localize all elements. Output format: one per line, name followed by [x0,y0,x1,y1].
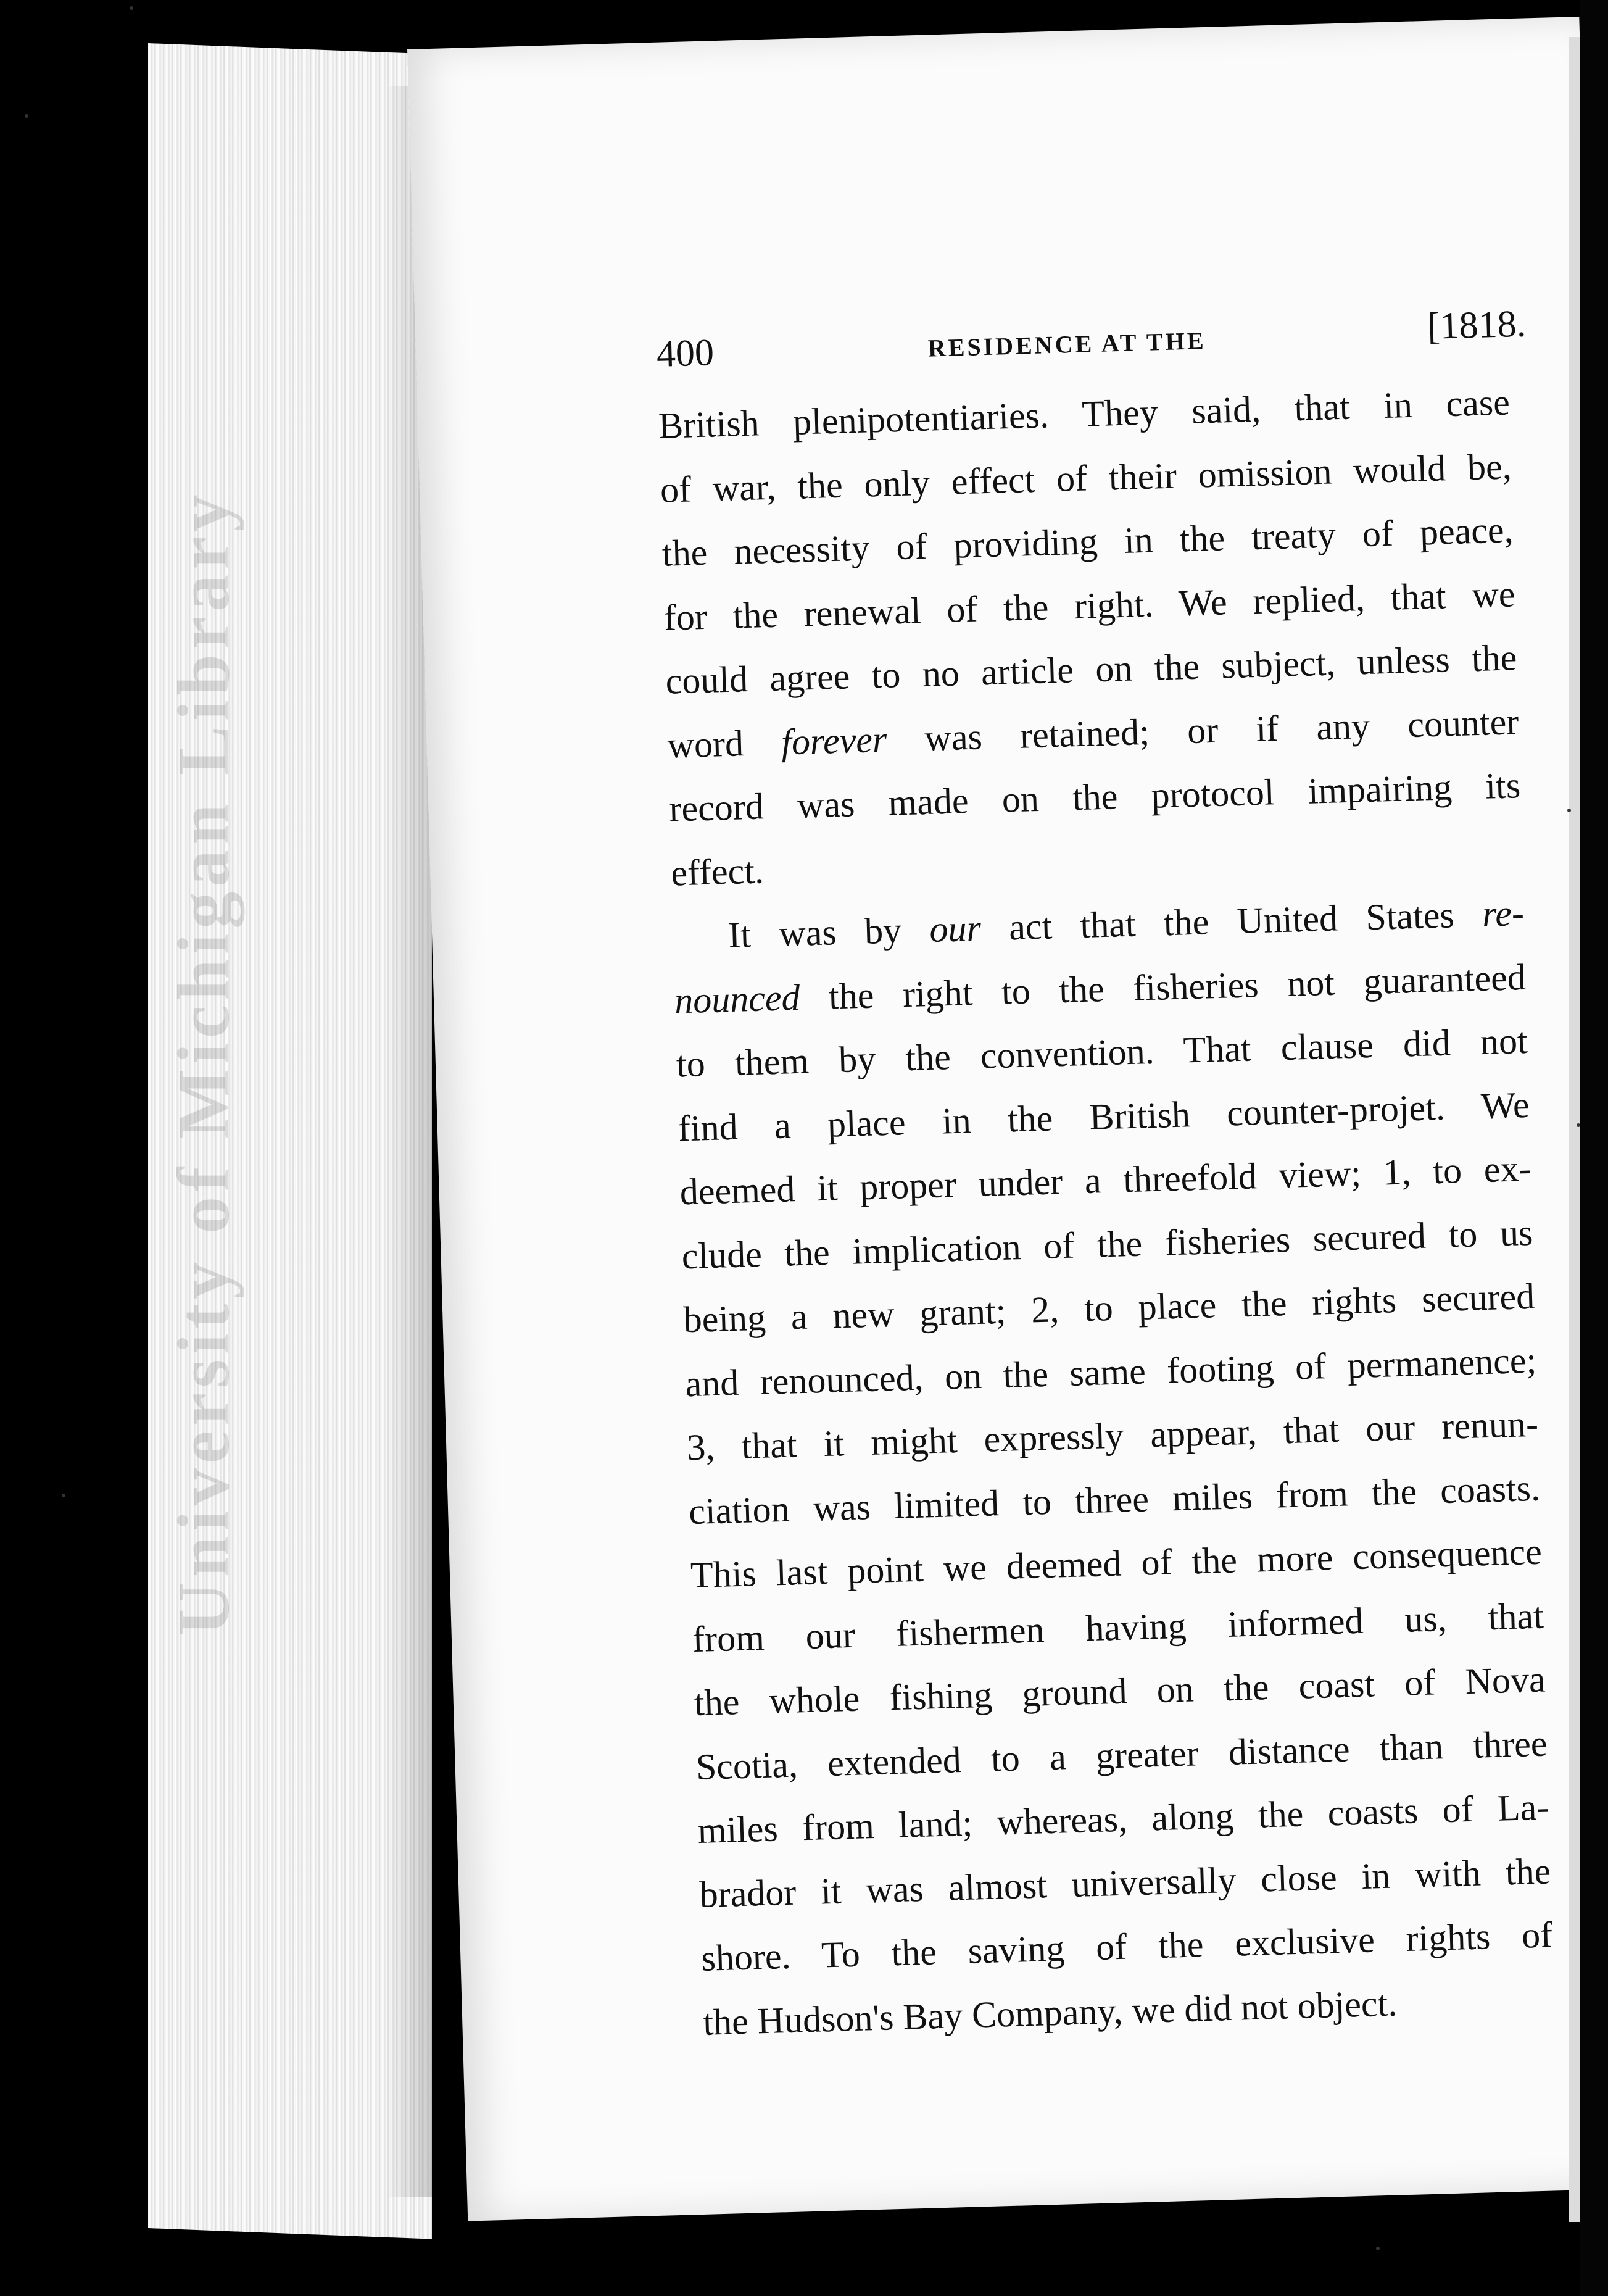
text-line: clude the implication of the fisheries secured to us [681,1212,1534,1276]
text-line: word forever was retained; or if any counter [666,701,1520,766]
text-line: deemed it proper under a threefold view; 1, to ex- [679,1147,1532,1213]
italic-word: re- [1482,892,1525,934]
text-line: for the renewal of the right. We replied, that we [663,573,1516,638]
text-line: British plenipotentiaries. They said, that in case [658,381,1511,446]
text-line: ciation was limited to three miles from the coasts. [688,1467,1541,1532]
running-head: RESIDENCE AT THE [927,327,1207,362]
year-marker: [1818. [1427,302,1527,348]
text-line: the Hudson's Bay Company, we did not object. [702,1982,1398,2043]
library-stamp: University of Michigan Library [162,489,244,1636]
printed-page [407,17,1608,2221]
text-line: nounced the right to the fisheries not guaranteed [674,956,1527,1021]
text-line: record was made on the protocol impairing its [668,765,1521,830]
text-line: brador it was almost universally close in with the [698,1850,1552,1915]
text-line: being a new grant; 2, to place the rights secured [682,1275,1536,1341]
text-line: effect. [670,849,765,894]
adjacent-page-strip [1569,37,1580,2222]
text-line: of war, the only effect of their omission would be, [660,445,1512,510]
text-line: and renounced, on the same footing of permanence; [684,1339,1537,1404]
text-line: could agree to no article on the subject, unless the [665,637,1518,702]
page-number: 400 [655,331,715,375]
text-line: to them by the convention. That clause did not [676,1020,1528,1085]
body-text [658,370,1556,2054]
book-cover-edge [1580,0,1608,2296]
text-line: It was by our act that the United States re- [727,892,1525,956]
text-line: 3, that it might expressly appear, that our renun- [686,1403,1539,1468]
italic-word: our [929,907,982,950]
text-line: the necessity of providing in the treaty of peace, [661,509,1514,574]
text-line: find a place in the British counter-projet. We [678,1084,1530,1149]
text-line: This last point we deemed of the more consequence [690,1531,1543,1596]
text-line: miles from land; whereas, along the coasts of La- [697,1786,1550,1851]
text-line: from our fishermen having informed us, that [692,1595,1544,1660]
italic-word: nounced [674,976,801,1021]
text-line: the whole fishing ground on the coast of Nova [694,1658,1546,1724]
text-line: Scotia, extended to a greater distance than three [695,1723,1548,1787]
italic-word: forever [781,718,888,762]
text-line: shore. To the saving of the exclusive rights of [700,1914,1553,1979]
